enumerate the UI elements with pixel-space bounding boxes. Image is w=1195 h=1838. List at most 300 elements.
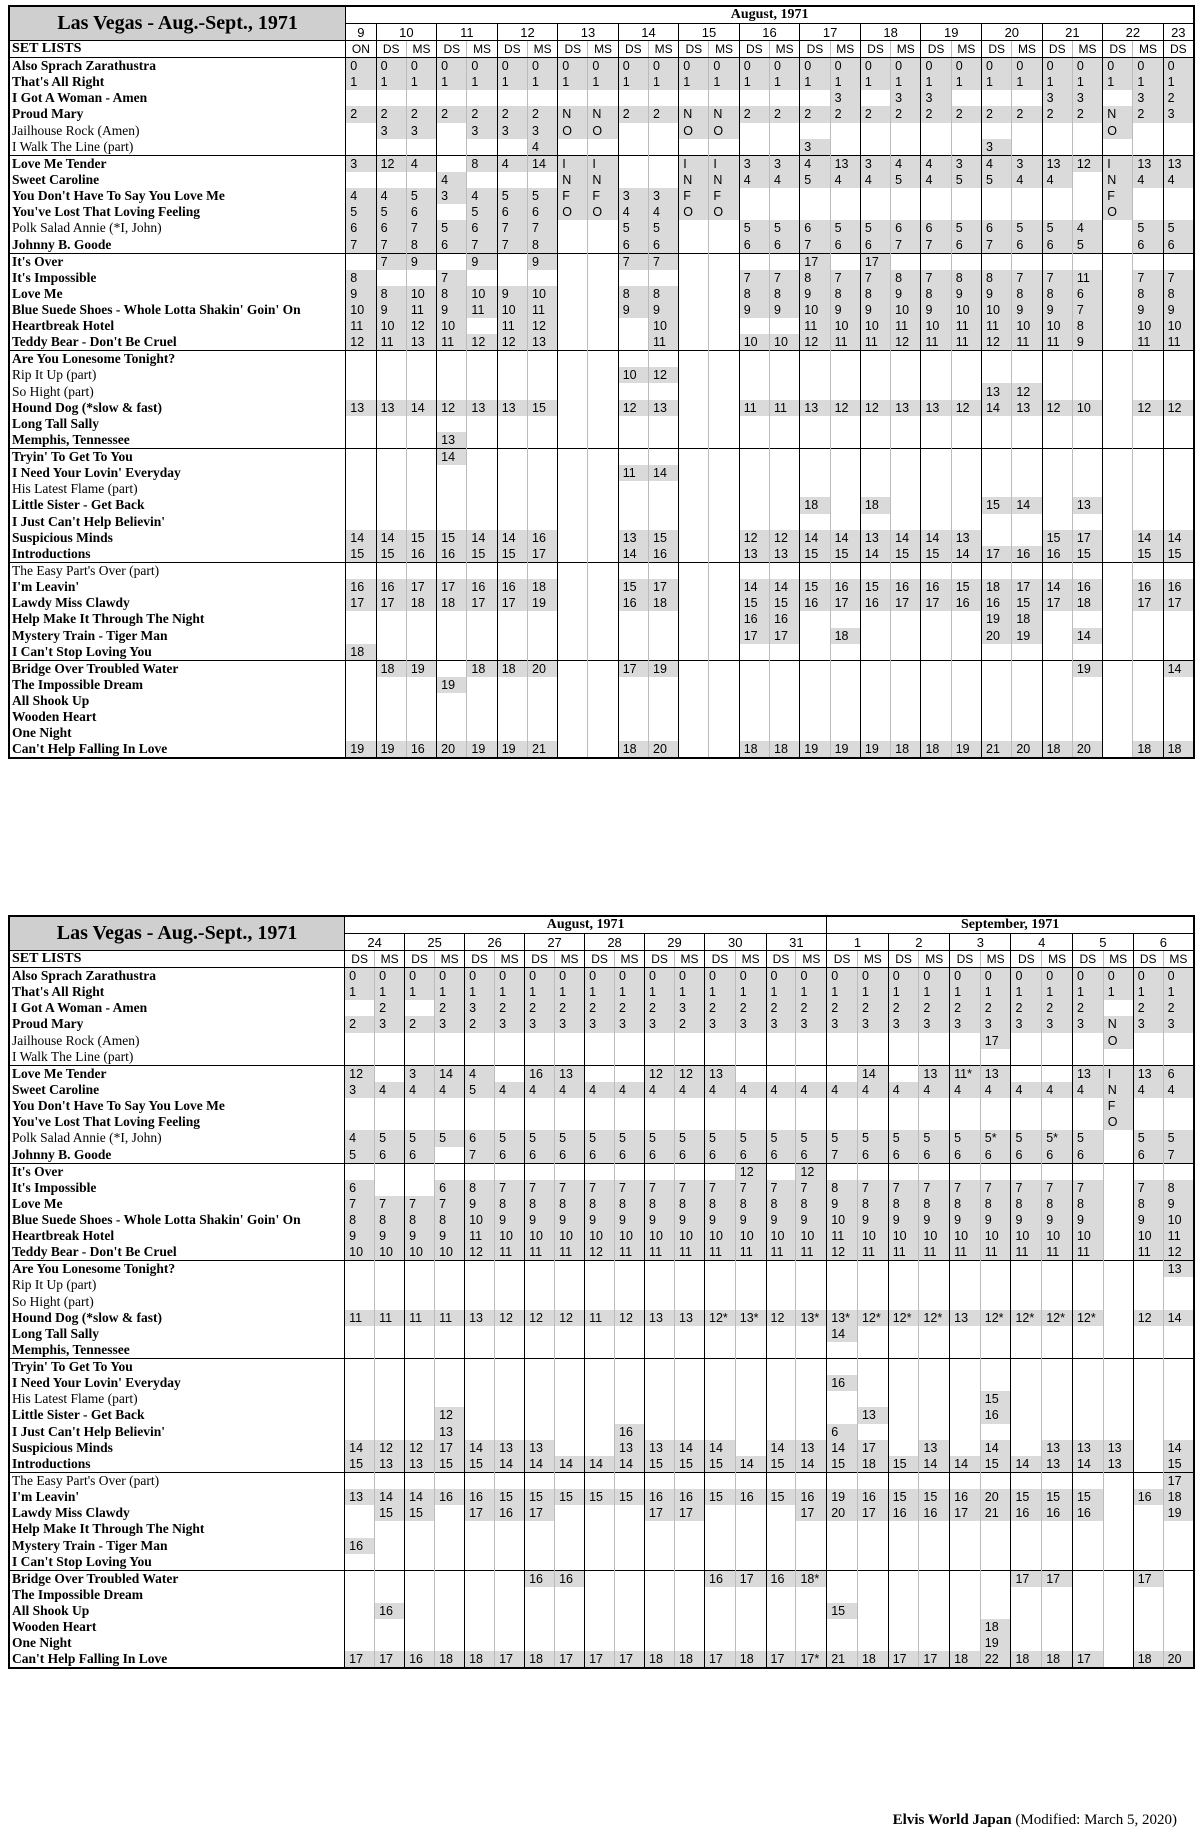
setlist-position-cell [649, 432, 679, 449]
setlist-position-cell [796, 1407, 827, 1423]
setlist-position-cell: 7 [675, 1180, 705, 1196]
setlist-position-cell [739, 465, 769, 481]
setlist-position-cell: 13 [1133, 155, 1163, 172]
setlist-position-cell [709, 237, 739, 254]
show-code: DS [525, 951, 555, 968]
setlist-position-cell: 5 [525, 1130, 555, 1146]
setlist-position-cell [346, 383, 376, 399]
setlist-position-cell [1163, 677, 1194, 693]
setlist-position-cell [800, 725, 830, 741]
song-title: Lawdy Miss Clawdy [9, 595, 346, 611]
setlist-position-cell: 18 [1011, 1651, 1042, 1668]
setlist-position-cell: N [588, 106, 618, 122]
setlist-position-cell: 15 [766, 1456, 796, 1473]
setlist-position-cell [376, 562, 406, 579]
setlist-position-cell: 14 [405, 1489, 435, 1505]
setlist-position-cell [555, 1391, 585, 1407]
setlist-position-cell: 6 [495, 1147, 525, 1164]
setlist-position-cell [585, 1619, 615, 1635]
setlist-position-cell: 5 [495, 1130, 525, 1146]
show-code: DS [1133, 951, 1163, 968]
setlist-position-cell: 7 [891, 237, 921, 254]
setlist-position-cell [645, 1554, 675, 1571]
song-title: I Need Your Lovin' Everyday [9, 1375, 345, 1391]
setlist-position-cell [588, 481, 618, 497]
setlist-position-cell [739, 253, 769, 270]
setlist-position-cell: 18 [921, 741, 951, 758]
setlist-position-cell: 18 [830, 628, 860, 644]
setlist-position-cell: 16 [830, 579, 860, 595]
setlist-position-cell [346, 449, 376, 466]
setlist-position-cell: 17 [860, 253, 890, 270]
setlist-position-cell: 22 [980, 1651, 1011, 1668]
setlist-position-cell: 18 [346, 644, 376, 661]
setlist-position-cell [615, 1261, 645, 1278]
setlist-position-cell: 3 [649, 188, 679, 204]
setlist-position-cell: 15 [891, 546, 921, 563]
setlist-position-cell [376, 449, 406, 466]
setlist-position-cell: 11 [739, 400, 769, 416]
setlist-position-cell [1042, 660, 1072, 677]
setlist-position-cell: 4 [766, 1082, 796, 1098]
setlist-position-cell [528, 677, 558, 693]
setlist-position-cell [982, 449, 1012, 466]
setlist-position-cell: 19 [649, 660, 679, 677]
setlist-position-cell [1103, 1147, 1133, 1164]
setlist-position-cell: 12 [830, 400, 860, 416]
setlist-position-cell: 5 [739, 220, 769, 236]
song-row [9, 172, 1194, 188]
setlist-position-cell [1011, 1635, 1042, 1651]
setlist-position-cell [555, 1424, 585, 1440]
setlist-position-cell [435, 1635, 465, 1651]
setlist-position-cell: 11 [951, 318, 981, 334]
setlist-position-cell: 17 [376, 595, 406, 611]
setlist-position-cell [888, 1277, 919, 1293]
song-row [9, 1342, 1194, 1359]
setlist-position-cell [495, 1554, 525, 1571]
setlist-position-cell: 9 [346, 286, 376, 302]
setlist-position-cell: 12 [555, 1310, 585, 1326]
setlist-position-cell [497, 172, 527, 188]
setlist-position-cell [437, 155, 467, 172]
setlist-position-cell: 1 [525, 984, 555, 1000]
setlist-position-cell: 14 [375, 1489, 405, 1505]
setlist-position-cell: 1 [495, 984, 525, 1000]
setlist-position-cell: 7 [1011, 1180, 1042, 1196]
setlist-position-cell [467, 90, 497, 106]
setlist-position-cell: O [709, 123, 739, 139]
setlist-position-cell [345, 1163, 375, 1180]
setlist-position-cell: 5 [770, 220, 800, 236]
setlist-position-cell [495, 1603, 525, 1619]
setlist-position-cell: 12 [585, 1244, 615, 1261]
setlist-position-cell [585, 1424, 615, 1440]
setlist-position-cell: 12 [675, 1065, 705, 1082]
setlist-position-cell [980, 1538, 1011, 1554]
setlist-position-cell: 19 [376, 741, 406, 758]
setlist-position-cell [1042, 1424, 1073, 1440]
setlist-position-cell [437, 497, 467, 513]
setlist-position-cell [1072, 432, 1102, 449]
setlist-position-cell [800, 611, 830, 627]
setlist-position-cell [950, 1033, 981, 1049]
setlist-position-cell [1103, 1310, 1133, 1326]
setlist-position-cell [827, 1049, 858, 1066]
setlist-position-cell: 18 [1042, 741, 1072, 758]
setlist-position-cell [525, 1114, 555, 1130]
setlist-position-cell [770, 497, 800, 513]
setlist-position-cell [1133, 1033, 1163, 1049]
setlist-position-cell [435, 1114, 465, 1130]
setlist-position-cell: 12 [435, 1407, 465, 1423]
setlist-position-cell: 3 [525, 1016, 555, 1032]
setlist-position-cell: 11 [525, 1244, 555, 1261]
setlist-position-cell: 10 [735, 1228, 766, 1244]
setlist-position-cell: 8 [645, 1196, 675, 1212]
setlist-position-cell [588, 546, 618, 563]
setlist-position-cell: 16 [1072, 1505, 1103, 1521]
setlist-position-cell [558, 139, 588, 156]
setlist-position-cell: 10 [497, 302, 527, 318]
setlist-position-cell [1163, 1359, 1194, 1376]
setlist-position-cell [528, 644, 558, 661]
setlist-position-cell [618, 514, 648, 530]
show-code: DS [1011, 951, 1042, 968]
setlist-position-cell [857, 1570, 888, 1587]
date-header: 27 [525, 934, 585, 951]
setlist-position-cell [827, 1538, 858, 1554]
setlist-position-cell: 16 [525, 1065, 555, 1082]
song-row [9, 1603, 1194, 1619]
setlist-position-cell: 4 [1163, 172, 1194, 188]
setlist-position-cell: 15 [860, 579, 890, 595]
setlist-position-cell: 1 [982, 74, 1012, 90]
setlist-position-cell [376, 709, 406, 725]
setlist-position-cell [495, 1521, 525, 1537]
setlist-position-cell: 17 [857, 1505, 888, 1521]
setlist-position-cell [618, 693, 648, 709]
setlist-position-cell [679, 253, 709, 270]
setlist-position-cell [921, 253, 951, 270]
setlist-position-cell [649, 644, 679, 661]
setlist-position-cell [1163, 383, 1194, 399]
song-row [9, 1521, 1194, 1537]
setlist-position-cell [618, 481, 648, 497]
setlist-position-cell [1042, 644, 1072, 661]
setlist-position-cell [921, 449, 951, 466]
setlist-position-cell [950, 1098, 981, 1114]
setlist-position-cell: 0 [982, 58, 1012, 75]
setlist-position-cell: 6 [437, 237, 467, 254]
setlist-position-cell: 0 [376, 58, 406, 75]
setlist-position-cell [558, 416, 588, 432]
setlist-position-cell: 0 [1163, 968, 1194, 985]
setlist-position-cell: 8 [800, 270, 830, 286]
song-title: One Night [9, 725, 346, 741]
setlist-position-cell [1133, 1635, 1163, 1651]
setlist-position-cell: 13* [827, 1310, 858, 1326]
song-row [9, 546, 1194, 563]
setlist-position-cell: 9 [649, 302, 679, 318]
setlist-position-cell: 2 [675, 1016, 705, 1032]
setlist-position-cell [345, 1033, 375, 1049]
setlist-position-cell [405, 1619, 435, 1635]
setlist-position-cell: 15 [951, 579, 981, 595]
song-title: Bridge Over Troubled Water [9, 1570, 345, 1587]
setlist-position-cell: 17 [528, 546, 558, 563]
setlist-position-cell: 14 [766, 1440, 796, 1456]
setlist-position-cell [705, 1293, 736, 1309]
setlist-position-cell: 13 [1072, 1440, 1103, 1456]
setlist-position-cell [1163, 1619, 1194, 1635]
setlist-position-cell [980, 1472, 1011, 1489]
date-header: 22 [1103, 24, 1163, 41]
setlist-position-cell [528, 611, 558, 627]
show-code: MS [555, 951, 585, 968]
setlist-position-cell [675, 1554, 705, 1571]
setlist-position-cell: 7 [555, 1180, 585, 1196]
show-code: DS [497, 41, 527, 58]
setlist-position-cell [1103, 1407, 1133, 1423]
setlist-position-cell [796, 1277, 827, 1293]
setlist-position-cell: 7 [375, 1196, 405, 1212]
setlist-position-cell [679, 351, 709, 368]
setlist-position-cell: 15 [346, 546, 376, 563]
setlist-position-cell: 11 [1133, 334, 1163, 351]
setlist-position-cell: 6 [830, 237, 860, 254]
show-code: MS [528, 41, 558, 58]
setlist-position-cell: 16 [645, 1489, 675, 1505]
song-row [9, 155, 1194, 172]
setlist-position-cell [376, 644, 406, 661]
song-row [9, 595, 1194, 611]
setlist-position-cell [770, 318, 800, 334]
setlist-position-cell [437, 383, 467, 399]
setlist-position-cell [800, 449, 830, 466]
setlist-position-cell [558, 220, 588, 236]
setlist-position-cell [1133, 1098, 1163, 1114]
setlist-position-cell: 4 [497, 155, 527, 172]
setlist-position-cell [1103, 1391, 1133, 1407]
setlist-position-cell [951, 253, 981, 270]
song-row [9, 1472, 1194, 1489]
setlist-position-cell: 11 [645, 1244, 675, 1261]
song-title: Can't Help Falling In Love [9, 741, 346, 758]
setlist-position-cell [465, 1163, 495, 1180]
song-title: Jailhouse Rock (Amen) [9, 123, 346, 139]
setlist-position-cell [405, 1570, 435, 1587]
song-title: Polk Salad Annie (*I, John) [9, 1130, 345, 1146]
setlist-position-cell [528, 562, 558, 579]
setlist-position-cell: 1 [618, 74, 648, 90]
setlist-position-cell [827, 1570, 858, 1587]
setlist-position-cell: 15 [1012, 595, 1042, 611]
setlist-position-cell [1133, 204, 1163, 220]
setlist-position-cell [405, 1538, 435, 1554]
setlist-position-cell [1133, 1114, 1163, 1130]
setlist-position-cell: 10 [800, 302, 830, 318]
table-title: Las Vegas - Aug.-Sept., 1971 [9, 916, 345, 951]
song-row [9, 725, 1194, 741]
setlist-position-cell [1042, 1375, 1073, 1391]
setlist-position-cell [588, 286, 618, 302]
setlist-position-cell: 3 [405, 1065, 435, 1082]
setlist-position-cell: 9 [982, 286, 1012, 302]
setlist-position-cell [405, 1554, 435, 1571]
song-title: The Easy Part's Over (part) [9, 1472, 345, 1489]
setlist-position-cell [435, 1359, 465, 1376]
setlist-position-cell: 4 [615, 1082, 645, 1098]
setlist-position-cell [679, 725, 709, 741]
setlist-position-cell [528, 90, 558, 106]
setlist-position-cell [375, 1261, 405, 1278]
setlist-position-cell: 9 [435, 1228, 465, 1244]
setlist-position-cell [437, 628, 467, 644]
setlist-position-cell [709, 628, 739, 644]
setlist-position-cell: 13 [951, 530, 981, 546]
show-code: MS [1012, 41, 1042, 58]
setlist-position-cell [618, 90, 648, 106]
setlist-position-cell [951, 677, 981, 693]
setlist-position-cell [951, 367, 981, 383]
setlist-position-cell [860, 90, 890, 106]
setlist-position-cell [888, 1326, 919, 1342]
setlist-position-cell [951, 123, 981, 139]
setlist-position-cell [709, 562, 739, 579]
setlist-position-cell [1163, 1538, 1194, 1554]
setlist-position-cell [649, 562, 679, 579]
song-row [9, 220, 1194, 236]
setlist-position-cell [709, 465, 739, 481]
setlist-position-cell [709, 318, 739, 334]
setlist-position-cell [679, 286, 709, 302]
setlist-position-cell [588, 302, 618, 318]
setlist-position-cell [1133, 709, 1163, 725]
show-code: DS [465, 951, 495, 968]
setlist-position-cell [437, 481, 467, 497]
setlist-position-cell [649, 155, 679, 172]
setlist-position-cell: 8 [465, 1180, 495, 1196]
setlist-position-cell [649, 677, 679, 693]
setlist-position-cell [950, 1424, 981, 1440]
setlist-position-cell: 9 [739, 302, 769, 318]
setlist-position-cell [921, 709, 951, 725]
setlist-position-cell: 2 [346, 106, 376, 122]
setlist-position-cell [405, 1407, 435, 1423]
setlist-position-cell: 0 [857, 968, 888, 985]
setlist-position-cell [558, 351, 588, 368]
setlist-position-cell: I [1103, 1065, 1133, 1082]
setlist-position-cell [497, 725, 527, 741]
setlist-position-cell [1163, 432, 1194, 449]
setlist-position-cell [495, 1049, 525, 1066]
setlist-position-cell [1011, 1603, 1042, 1619]
setlist-position-cell: 3 [346, 155, 376, 172]
setlist-position-cell [679, 90, 709, 106]
footer-site: Elvis World Japan [892, 1812, 1012, 1828]
setlist-position-cell [497, 432, 527, 449]
setlist-position-cell: 15 [827, 1456, 858, 1473]
setlist-position-cell [860, 611, 890, 627]
setlist-position-cell [1163, 1375, 1194, 1391]
setlist-position-cell: 14 [555, 1456, 585, 1473]
setlist-position-cell: 6 [375, 1147, 405, 1164]
setlist-position-cell: 6 [465, 1130, 495, 1146]
setlist-position-cell: 17 [437, 579, 467, 595]
setlist-position-cell: 5 [618, 220, 648, 236]
setlist-position-cell: 12 [375, 1440, 405, 1456]
setlist-position-cell [982, 367, 1012, 383]
setlist-position-cell [830, 465, 860, 481]
setlist-position-cell [1011, 1407, 1042, 1423]
setlist-position-cell: 6 [891, 220, 921, 236]
setlist-position-cell: 2 [435, 1000, 465, 1016]
setlist-position-cell [800, 351, 830, 368]
setlist-position-cell [950, 1619, 981, 1635]
setlist-position-cell [1133, 253, 1163, 270]
setlist-position-cell: 1 [1042, 74, 1072, 90]
setlist-position-cell: 8 [891, 270, 921, 286]
setlist-position-cell [467, 514, 497, 530]
setlist-position-cell: I [558, 155, 588, 172]
setlist-position-cell: 12 [525, 1310, 555, 1326]
setlist-position-cell [679, 497, 709, 513]
setlist-position-cell: 3 [1163, 106, 1194, 122]
setlist-position-cell: 15 [528, 400, 558, 416]
setlist-position-cell [921, 383, 951, 399]
setlist-position-cell [919, 1587, 950, 1603]
setlist-position-cell: 0 [679, 58, 709, 75]
setlist-position-cell: 17 [739, 628, 769, 644]
song-title: Hound Dog (*slow & fast) [9, 400, 346, 416]
setlist-position-cell [1042, 1538, 1073, 1554]
setlist-position-cell: 12 [891, 334, 921, 351]
setlist-position-cell [982, 677, 1012, 693]
setlist-position-cell: 4 [796, 1082, 827, 1098]
setlist-position-cell: 15 [888, 1456, 919, 1473]
setlist-position-cell: 4 [1072, 1082, 1103, 1098]
setlist-position-cell [645, 1570, 675, 1587]
setlist-position-cell: 0 [709, 58, 739, 75]
setlist-position-cell [891, 188, 921, 204]
setlist-position-cell: 7 [495, 1180, 525, 1196]
setlist-position-cell [376, 383, 406, 399]
setlist-position-cell [1012, 562, 1042, 579]
setlist-position-cell [1103, 334, 1133, 351]
setlist-position-cell: 12 [467, 334, 497, 351]
setlist-position-cell: 11 [982, 318, 1012, 334]
setlist-position-cell: 11 [919, 1244, 950, 1261]
setlist-position-cell [375, 1554, 405, 1571]
song-row [9, 1440, 1194, 1456]
setlist-position-cell [709, 481, 739, 497]
setlist-position-cell [891, 139, 921, 156]
setlist-position-cell: 8 [1042, 1196, 1073, 1212]
show-code: MS [375, 951, 405, 968]
setlist-position-cell [649, 628, 679, 644]
setlist-position-cell [679, 220, 709, 236]
setlist-position-cell [827, 1472, 858, 1489]
date-header: 29 [645, 934, 705, 951]
setlist-position-cell [1163, 709, 1194, 725]
setlist-position-cell [525, 1375, 555, 1391]
setlist-position-cell: 10 [615, 1228, 645, 1244]
song-title: Memphis, Tennessee [9, 1342, 345, 1359]
setlist-position-cell: 0 [649, 58, 679, 75]
setlist-position-cell [497, 514, 527, 530]
setlist-position-cell [857, 1049, 888, 1066]
